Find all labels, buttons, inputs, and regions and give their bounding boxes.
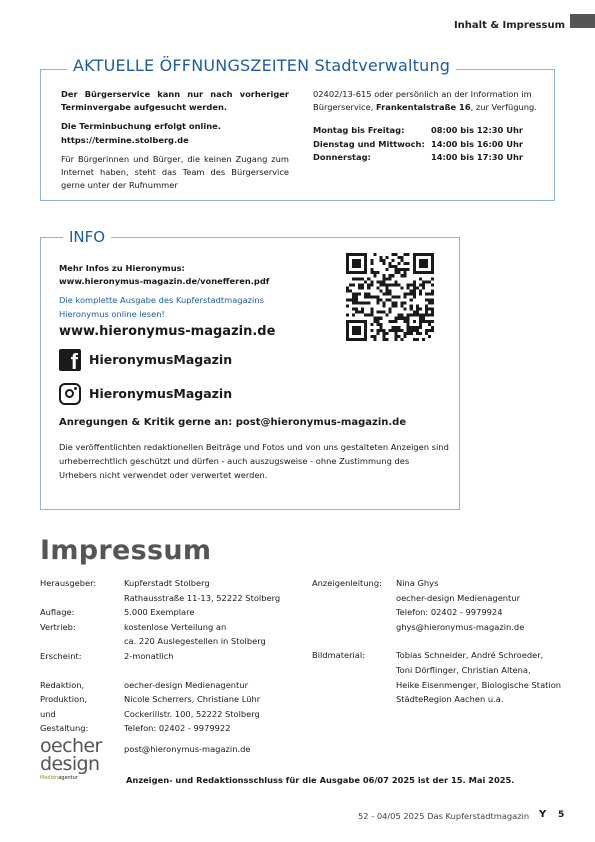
hours-time: 08:00 bis 12:30 Uhr (431, 125, 523, 136)
online-read-line2[interactable]: Hieronymus online lesen! (59, 308, 165, 319)
impressum-line: Telefon: 02402 - 9979924 (396, 607, 503, 618)
oecher-design-logo: oecher design Medienagentur (40, 735, 102, 781)
online-booking-note: Die Terminbuchung erfolgt online. (61, 121, 221, 132)
impressum-line: StädteRegion Aachen u.a. (396, 694, 504, 705)
impressum-line: Toni Dörflinger, Christian Altena, (396, 664, 531, 675)
impressum-key: Bildmaterial: (312, 650, 365, 661)
impressum-row (40, 620, 300, 649)
instagram-handle: HieronymusMagazin (89, 386, 233, 402)
opening-hours-title: AKTUELLE ÖFFNUNGSZEITEN Stadtverwaltung (67, 56, 456, 75)
online-read-line1[interactable]: Die komplette Ausgabe des Kupferstadtmagazins (59, 295, 264, 306)
deadline-note: Anzeigen- und Redaktionsschluss für die Ausgabe 06/07 2025 ist der 15. Mai 2025. (126, 775, 515, 785)
impressum-line: Tobias Schneider, André Schroeder, (396, 650, 544, 661)
impressum-key: Anzeigenleitung: (312, 578, 382, 588)
impressum-value (124, 620, 266, 649)
impressum-key: Erscheint: (40, 650, 82, 661)
impressum-value (396, 648, 561, 706)
impressum-row (40, 721, 300, 736)
impressum-line: oecher-design Medienagentur (396, 592, 520, 603)
impressum-row (312, 576, 582, 634)
impressum-key: Herausgeber: (40, 578, 97, 588)
impressum-line: 5.000 Exemplare (124, 607, 195, 618)
booking-link[interactable]: https://termine.stolberg.de (61, 134, 189, 145)
impressum-key: Auflage: (40, 607, 75, 618)
opening-hours-box (40, 56, 555, 201)
instagram-row[interactable] (59, 381, 449, 407)
impressum-key: Gestaltung: (40, 723, 89, 734)
impressum-line: kostenlose Verteilung an (124, 621, 227, 632)
header-bar (570, 14, 595, 28)
impressum-value (396, 576, 524, 634)
copyright-note: Die veröffentlichten redaktionellen Beiträge und Fotos und von uns gestalteten Anzeigen sind urheberrechtlich geschützt und dürfen - auch auszugsweise - ohne Zustimmung des Urhebers nicht verwendet oder verwertet werden. (59, 441, 449, 480)
impressum-value (124, 678, 248, 693)
impressum-key: Produktion, (40, 694, 88, 705)
impressum-title: Impressum (40, 535, 212, 566)
phone-note: Für Bürgerinnen und Bürger, die keinen Zugang zum Internet haben, steht das Team des Bürgerservice gerne unter der Rufnummer (61, 153, 289, 191)
info-location: 02402/13-615 oder persönlich an der Information im Bürgerservice, Frankentalstraße 16, zur Verfügung. (313, 89, 537, 113)
impressum-line: 2-monatlich (124, 650, 174, 661)
impressum-left (40, 576, 300, 757)
website-link[interactable]: www.hieronymus-magazin.de (59, 323, 276, 339)
impressum-value (124, 742, 250, 757)
impressum-key: Vertrieb: (40, 621, 76, 632)
impressum-line: Nicole Scherrers, Christiane Lühr (124, 694, 261, 705)
hours-day: Dienstag und Mittwoch: (313, 138, 425, 149)
facebook-row[interactable] (59, 347, 449, 373)
footer-text: 52 - 04/05 2025 Das Kupferstadtmagazin (358, 811, 530, 821)
impressum-value (124, 649, 173, 664)
section-title: Inhalt & Impressum (453, 20, 565, 31)
opening-hours-left (61, 88, 289, 192)
impressum-row (40, 576, 300, 605)
impressum-line: Cockerillstr. 100, 52222 Stolberg (124, 708, 260, 719)
impressum-line: oecher-design Medienagentur (124, 679, 248, 690)
feedback-line: Anregungen & Kritik gerne an: post@hieronymus-magazin.de (59, 416, 407, 428)
opening-hours-right (313, 88, 549, 164)
appointment-note: Der Bürgerservice kann nur nach vorheriger Terminvergabe aufgesucht werden. (61, 89, 289, 113)
impressum-line: Heike Eisenmenger, Biologische Station (396, 679, 562, 690)
impressum-value (124, 692, 260, 707)
info-title: INFO (63, 228, 111, 246)
impressum-row (40, 707, 300, 722)
impressum-line: Rathausstraße 11-13, 52222 Stolberg (124, 592, 281, 603)
hours-row (313, 124, 549, 137)
hours-list (313, 124, 549, 164)
more-info-label: Mehr Infos zu Hieronymus: (59, 263, 185, 273)
impressum-row (40, 649, 300, 664)
impressum-right (312, 576, 582, 707)
impressum-line: Nina Ghys (396, 578, 439, 588)
impressum-value (124, 605, 194, 620)
impressum-key: und (40, 708, 56, 719)
facebook-handle: HieronymusMagazin (89, 352, 233, 368)
hours-day: Montag bis Freitag: (313, 125, 405, 136)
footer-symbol: Y (539, 809, 547, 820)
info-box (40, 228, 460, 510)
qr-code[interactable] (346, 253, 434, 341)
impressum-line: ghys@hieronymus-magazin.de (396, 621, 525, 632)
impressum-row (40, 692, 300, 707)
impressum-value (124, 707, 260, 722)
impressum-line: Telefon: 02402 - 9979922 (124, 723, 231, 734)
impressum-row (40, 678, 300, 693)
hours-day: Donnerstag: (313, 151, 371, 162)
page-number: 5 (558, 810, 565, 820)
hours-time: 14:00 bis 16:00 Uhr (431, 138, 523, 149)
impressum-row (312, 648, 582, 706)
impressum-value (124, 721, 230, 736)
hours-row (313, 138, 549, 151)
hours-row (313, 151, 549, 164)
impressum-key: Redaktion, (40, 679, 85, 690)
impressum-value (124, 576, 280, 605)
impressum-row (40, 605, 300, 620)
impressum-line: Kupferstadt Stolberg (124, 578, 210, 588)
impressum-line: ca. 220 Auslegestellen in Stolberg (124, 636, 266, 647)
hours-time: 14:00 bis 17:30 Uhr (431, 151, 523, 162)
facebook-icon: f (59, 349, 81, 371)
instagram-icon (59, 383, 81, 405)
more-info-link[interactable]: www.hieronymus-magazin.de/vonefferen.pdf (59, 276, 270, 287)
impressum-line: post@hieronymus-magazin.de (124, 743, 251, 754)
